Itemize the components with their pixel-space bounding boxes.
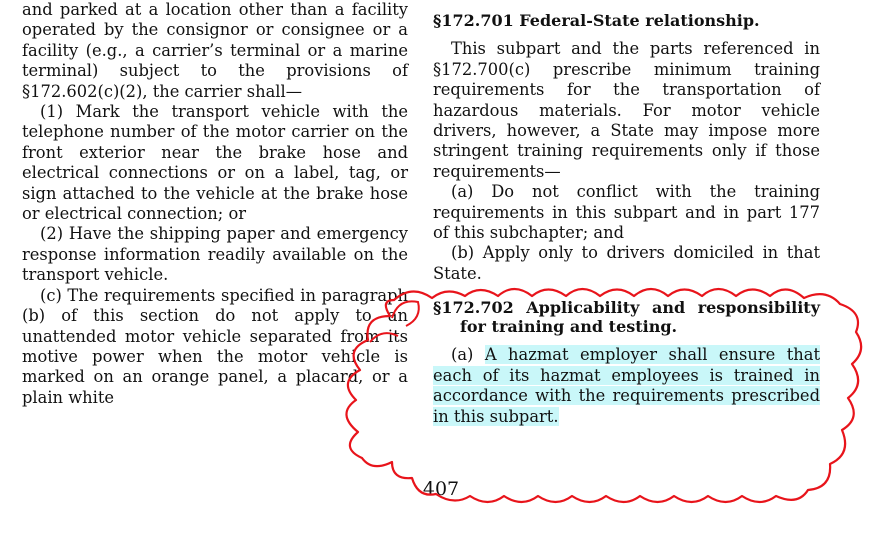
section-172-701-heading: §172.701 Federal-State relationship. — [433, 11, 760, 30]
left-item-2-paragraph: (2) Have the shipping paper and emergency response information readily available on the transport vehicle. — [22, 224, 408, 285]
left-item-c-paragraph: (c) The requirements specified in paragraph (b) of this section do not apply to an unattended motor vehicle separated from its motive power when the motor vehicle is marked on an orange panel, a placard, or a plain white — [22, 285, 408, 407]
section-172-701-item-a: (a) Do not conflict with the training requirements in this subpart and in part 177 of this subchapter; and — [433, 182, 820, 243]
section-172-702-item-a-label: (a) — [451, 345, 485, 365]
left-item-1-paragraph: (1) Mark the transport vehicle with the telephone number of the motor carrier on the front exterior near the brake hose and electrical connections or on a label, tag, or sign attached to the vehicle at the brake hose or electrical connection; or — [22, 102, 408, 224]
section-172-701-item-b: (b) Apply only to drivers domiciled in that State. — [433, 243, 820, 283]
page-number: 407 — [422, 478, 460, 500]
section-172-702-heading: §172.702 Applicability and responsibility for training and testing. — [433, 298, 820, 337]
highlighted-text: A hazmat employer shall ensure that each of its hazmat employees is trained in accordance with the requirements prescribed in this subpart. — [433, 345, 820, 426]
section-172-701-body: This subpart and the parts referenced in §172.700(c) prescribe minimum training requirements for the transportation of hazardous materials. For motor vehicle drivers, however, a State may impose more stringent training requirements only if those requirements— — [433, 39, 820, 181]
left-intro-paragraph: and parked at a location other than a facility operated by the consignor or consignee or a facility (e.g., a carrier’s terminal or a marine terminal) subject to the provisions of §172.602(c)(2), the carrier shall— — [22, 0, 408, 101]
right-column — [433, 0, 820, 427]
section-172-702-item-a — [433, 345, 820, 427]
left-column — [22, 0, 408, 408]
